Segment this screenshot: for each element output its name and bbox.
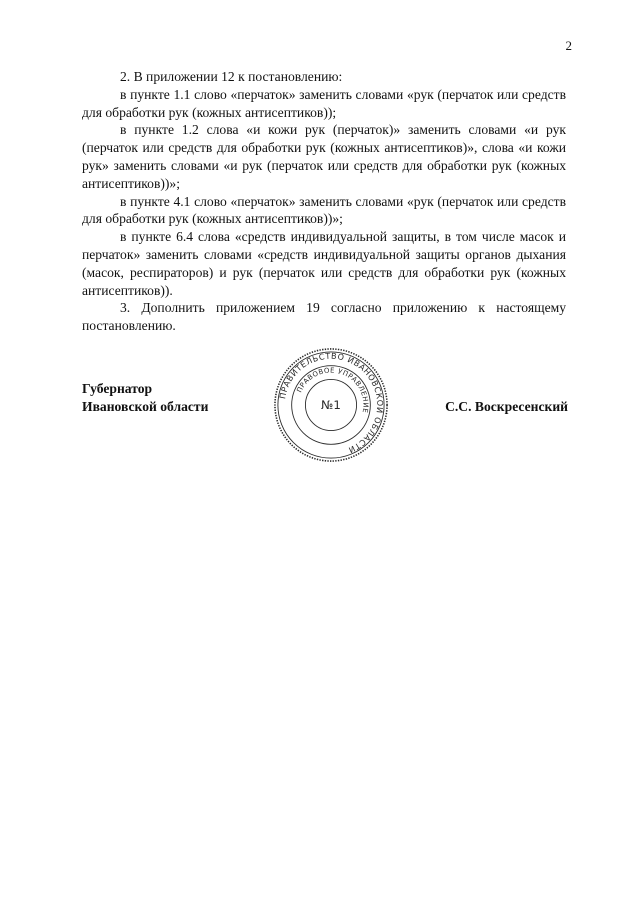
paragraph-item-3: 3. Дополнить приложением 19 согласно приложению к настоящему постановлению.: [82, 300, 566, 334]
seal-number: №1: [321, 397, 341, 412]
signer-title-line2: Ивановской области: [82, 398, 209, 414]
paragraph-point-6-4: в пункте 6.4 слова «средств индивидуальной защиты, в том числе масок и перчаток» заменить словами «средств индивидуальной защиты органов дыхания (масок, респираторов) и рук (перчаток или средств для обработки рук (кожных антисептиков)).: [82, 229, 566, 298]
page-number: 2: [565, 38, 572, 53]
paragraph-item-2: 2. В приложении 12 к постановлению:: [120, 69, 343, 84]
document-body: [82, 68, 566, 335]
signer-name: С.С. Воскресенский: [445, 398, 568, 414]
signer-title-line1: Губернатор: [82, 381, 153, 396]
official-seal-stamp: [272, 346, 390, 464]
signer-title: [82, 380, 208, 416]
paragraph-point-1-2: в пункте 1.2 слова «и кожи рук (перчаток)» заменить словами «и рук (перчаток или средств для обработки рук (кожных антисептиков)», слова «и кожи рук» заменить словами «и рук (перчаток или средств для обработки рук (кожных антисептиков))»;: [82, 122, 566, 191]
seal-inner-text: ПРАВОВОЕ УПРАВЛЕНИЕ: [295, 366, 370, 414]
seal-ring-text: ПРАВИТЕЛЬСТВО ИВАНОВСКОЙ ОБЛАСТИ: [278, 351, 385, 455]
paragraph-point-4-1: в пункте 4.1 слово «перчаток» заменить словами «рук (перчаток или средств для обработки рук (кожных антисептиков))»;: [82, 193, 566, 227]
paragraph-point-1-1: в пункте 1.1 слово «перчаток» заменить словами «рук (перчаток или средств для обработки рук (кожных антисептиков));: [82, 86, 566, 120]
